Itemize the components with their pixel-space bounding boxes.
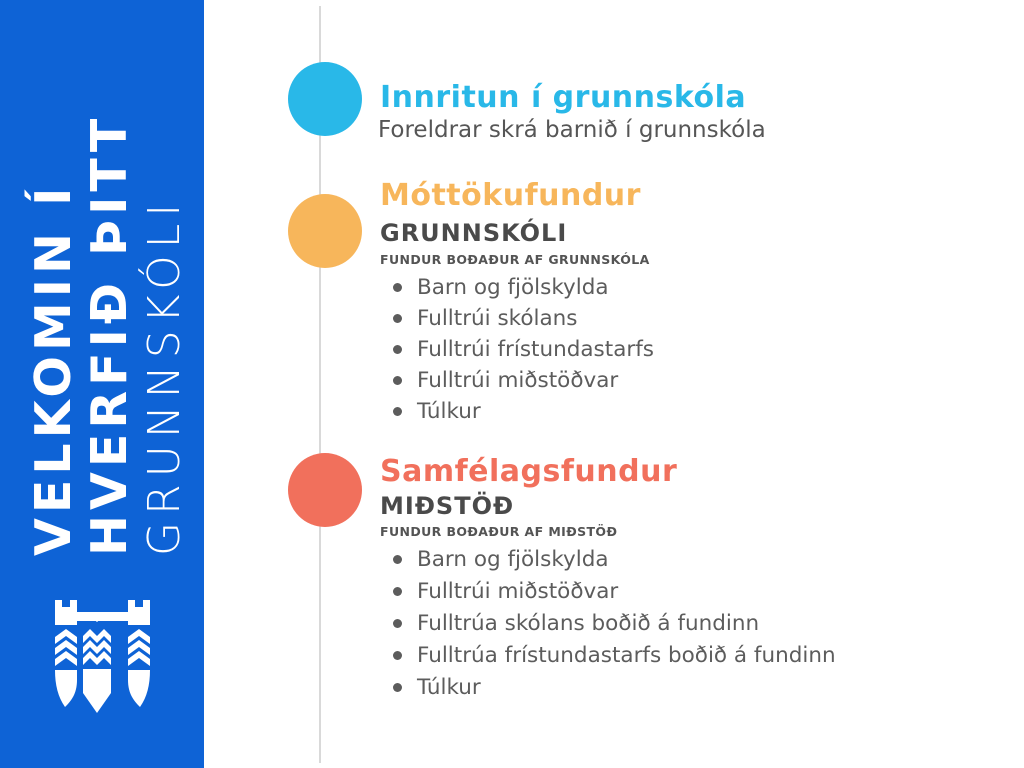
list-item: Fulltrúi miðstöðvar <box>380 365 654 396</box>
list-item: Barn og fjölskylda <box>380 544 836 576</box>
sidebar-title-line2: HVERFIÐ ÞITT <box>81 113 138 556</box>
sidebar <box>0 0 204 768</box>
list-item: Fulltrúi skólans <box>380 303 654 334</box>
reykjavik-coat-of-arms-icon <box>50 600 155 713</box>
step2-note: FUNDUR BOÐAÐUR AF GRUNNSKÓLA <box>380 252 650 267</box>
step3-note: FUNDUR BOÐAÐUR AF MIÐSTÖÐ <box>380 524 618 539</box>
list-item: Túlkur <box>380 396 654 427</box>
step1-circle <box>288 62 362 136</box>
list-item: Fulltrúa skólans boðið á fundinn <box>380 608 836 640</box>
step2-attendee-list <box>380 272 654 427</box>
step1-subtitle: Foreldrar skrá barnið í grunnskóla <box>378 117 766 143</box>
list-item: Fulltrúa frístundastarfs boðið á fundinn <box>380 640 836 672</box>
list-item: Barn og fjölskylda <box>380 272 654 303</box>
sidebar-title-line1: VELKOMIN Í <box>25 182 82 556</box>
step2-title: Móttökufundur <box>380 178 641 213</box>
step3-host: MIÐSTÖÐ <box>380 492 515 520</box>
list-item: Fulltrúi frístundastarfs <box>380 334 654 365</box>
list-item: Fulltrúi miðstöðvar <box>380 576 836 608</box>
step3-title: Samfélagsfundur <box>380 454 678 489</box>
step3-attendee-list <box>380 544 836 704</box>
step2-host: GRUNNSKÓLI <box>380 219 568 247</box>
sidebar-title-line3: GRUNNSKÓLI <box>139 196 190 556</box>
step1-title: Innritun í grunnskóla <box>380 80 747 115</box>
step3-circle <box>288 453 362 527</box>
step2-circle <box>288 194 362 268</box>
sidebar-vertical-title <box>26 56 192 556</box>
list-item: Túlkur <box>380 672 836 704</box>
